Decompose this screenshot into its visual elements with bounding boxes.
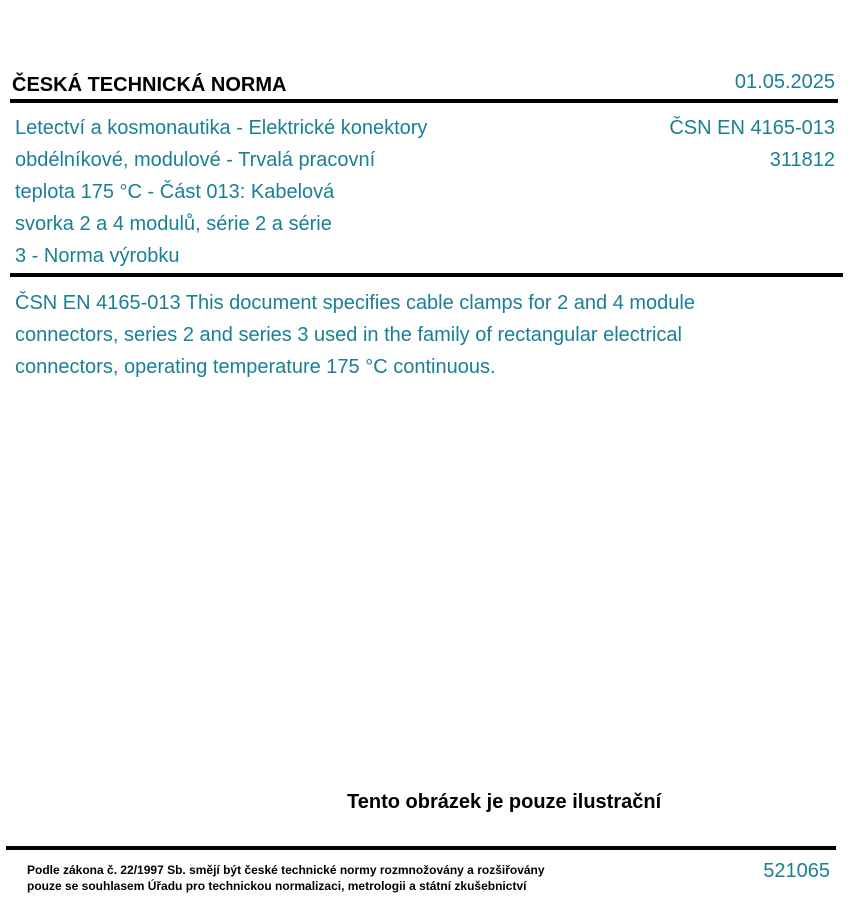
norm-title [15,112,485,272]
divider-middle [10,273,843,277]
norm-code: ČSN EN 4165-013 [669,117,835,139]
divider-top [10,99,838,103]
norm-title-line: Letectví a kosmonautika - Elektrické konektory [15,117,428,139]
description-line: ČSN EN 4165-013 This document specifies cable clamps for 2 and 4 module [15,292,695,314]
legal-notice-line: pouze se souhlasem Úřadu pro technickou normalizaci, metrologii a státní zkušebnictví [27,879,527,893]
illustration-note: Tento obrázek je pouze ilustrační [347,791,662,813]
legal-notice [27,862,545,894]
norm-description [15,287,815,383]
norm-class-number: 311812 [769,149,835,171]
legal-notice-line: Podle zákona č. 22/1997 Sb. smějí být české technické normy rozmnožovány a rozšiřovány [27,863,545,877]
document-id: 521065 [763,860,830,882]
publication-date: 01.05.2025 [734,71,835,93]
norm-title-line: obdélníkové, modulové - Trvalá pracovní [15,149,376,171]
divider-bottom [6,846,836,850]
norm-title-line: 3 - Norma výrobku [15,245,180,267]
description-line: connectors, series 2 and series 3 used in the family of rectangular electrical [15,324,683,346]
norm-code-block [669,112,835,176]
description-line: connectors, operating temperature 175 °C continuous. [15,356,496,378]
norm-title-line: teplota 175 °C - Část 013: Kabelová [15,181,335,203]
norm-title-line: svorka 2 a 4 modulů, série 2 a série [15,213,332,235]
document-heading: ČESKÁ TECHNICKÁ NORMA [12,74,287,96]
